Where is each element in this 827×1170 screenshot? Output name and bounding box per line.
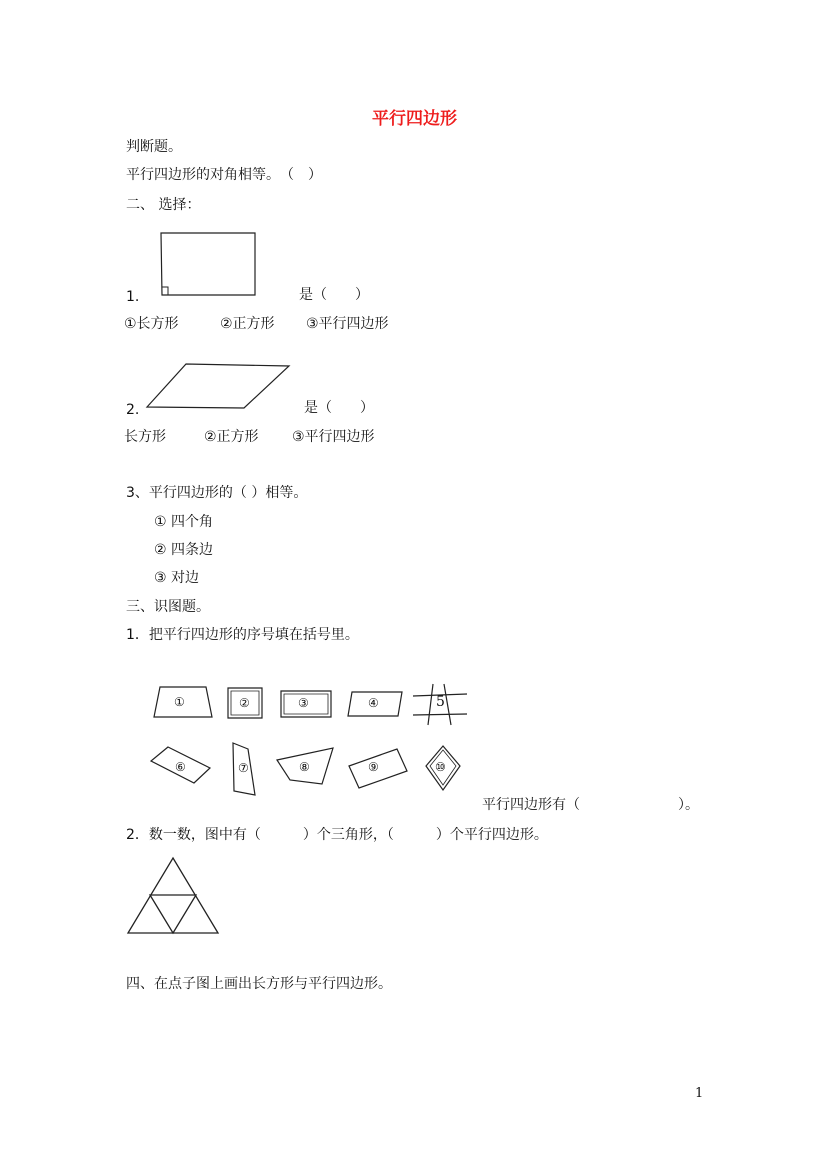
choice-3-option-1: ① 四个角 (154, 514, 214, 530)
page-number: 1 (695, 1086, 704, 1101)
triangle-figure (126, 856, 220, 936)
rectangle-figure (158, 231, 258, 297)
section2-heading: 二、 选择： (126, 197, 201, 213)
shape-8-label: ⑧ (299, 760, 310, 774)
choice-1-prompt: 是（ ） (299, 287, 369, 303)
choice-3-option-3: ③ 对边 (154, 570, 200, 586)
choice-1-option-2: ②正方形 (220, 316, 275, 332)
choice-1-number: 1. (126, 289, 140, 305)
shape-3-label: ③ (298, 696, 309, 710)
shape-6-label: ⑥ (175, 760, 186, 774)
shape-5-label: 5 (436, 694, 445, 710)
choice-3-option-2: ② 四条边 (154, 542, 214, 558)
choice-3-stem: 3、平行四边形的（ ）相等。 (126, 485, 308, 501)
shape-10-label: ⑩ (435, 760, 446, 774)
count-question-stem: 2．数一数，图中有（ ）个三角形，（ ）个平行四边形。 (126, 827, 548, 843)
shape-7-label: ⑦ (238, 761, 249, 775)
shape-9-label: ⑨ (368, 760, 379, 774)
section1-heading: 判断题。 (126, 139, 182, 155)
parallelogram-answer-line: 平行四边形有（ ）。 (482, 797, 699, 813)
section4-heading: 四、在点子图上画出长方形与平行四边形。 (126, 976, 392, 992)
choice-1-option-3: ③平行四边形 (306, 316, 389, 332)
parallelogram-figure (144, 360, 292, 412)
section3-heading: 三、识图题。 (126, 599, 210, 615)
choice-2-option-2: ②正方形 (204, 429, 259, 445)
shape-4-label: ④ (368, 696, 379, 710)
choice-1-option-1: ①长方形 (124, 316, 179, 332)
shape-recognition-stem: 1．把平行四边形的序号填在括号里。 (126, 627, 359, 643)
choice-2-prompt: 是（ ） (304, 400, 374, 416)
page-title: 平行四边形 (372, 109, 457, 129)
shape-1-label: ① (174, 695, 185, 709)
shape-2-label: ② (239, 696, 250, 710)
choice-2-option-3: ③平行四边形 (292, 429, 375, 445)
choice-2-number: 2. (126, 402, 140, 418)
section1-question-1: 平行四边形的对角相等。 （ ） (126, 167, 322, 183)
choice-2-option-1: 长方形 (124, 429, 166, 445)
